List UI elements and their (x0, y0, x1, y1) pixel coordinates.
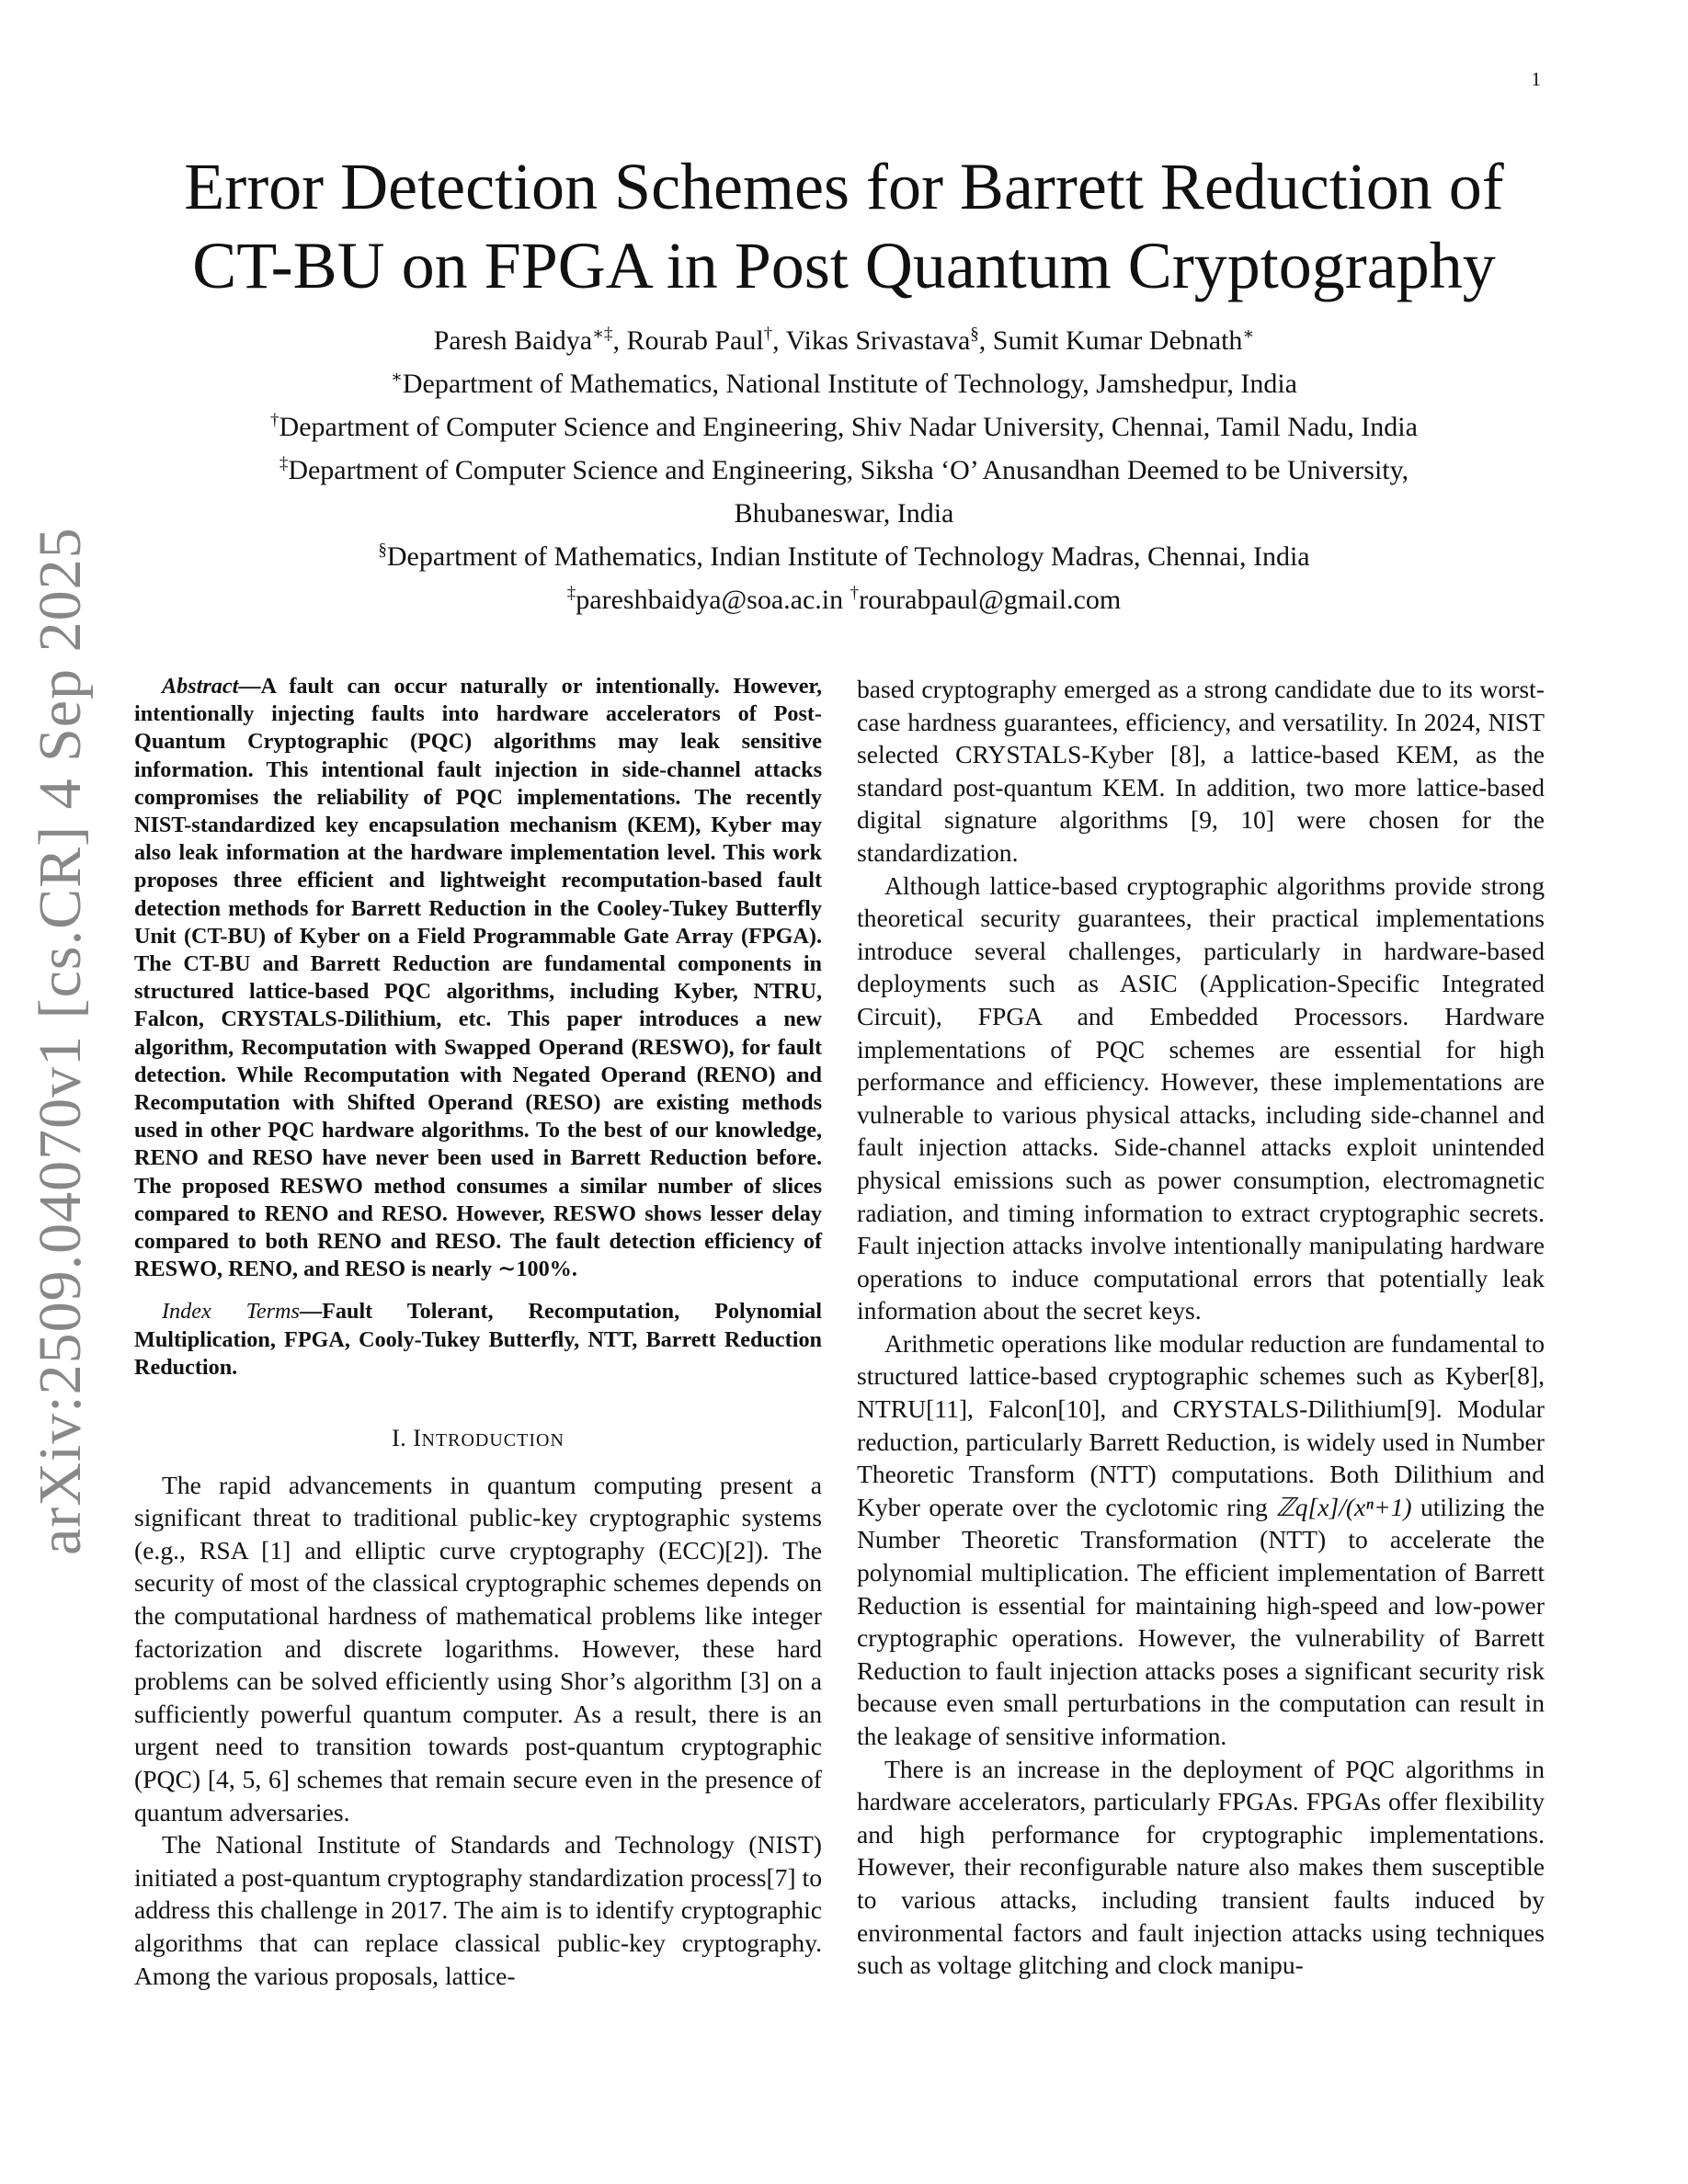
author-name: Rourab Paul (626, 325, 764, 356)
cyclotomic-ring-formula: ℤq[x]/(xⁿ+1) (1276, 1492, 1412, 1521)
paragraph-text: utilizing the Number Theoretic Transformation (NTT) to accelerate the polynomial multiplication. The efficient implementation of Barrett Reduction is essential for maintaining high-speed and low-power cryptographic operations. However, the vulnerability of Barrett Reduction to fault injection attacks poses a significant security risk because even small perturbations in the computation can result in the leakage of sensitive information. (857, 1492, 1545, 1750)
paper-title (110, 147, 1578, 305)
author-mark: † (763, 324, 773, 344)
intro-paragraph-5: There is an increase in the deployment of PQC algorithms in hardware accelerators, particularly FPGAs. FPGAs offer flexibility and high performance for cryptographic implementations. However, their reconfigurable nature also makes them susceptible to various attacks, including transient faults induced by environmental factors and fault injection attacks using techniques such as voltage glitching and clock manipu- (857, 1754, 1545, 1980)
email-mark: † (850, 584, 860, 603)
author-name: Vikas Srivastava (785, 325, 971, 356)
author-name: Sumit Kumar Debnath (992, 325, 1243, 356)
author-mark: ∗ (1242, 324, 1255, 344)
author-name: Paresh Baidya (433, 325, 593, 356)
author-separator: , (772, 325, 786, 356)
index-terms-label: Index Terms (162, 1299, 300, 1325)
author-mark: § (970, 324, 979, 344)
title-line-1: Error Detection Schemes for Barrett Reduction of (184, 150, 1504, 223)
abstract (134, 673, 822, 1283)
email-mark: ‡ (566, 584, 576, 603)
author-names (110, 316, 1578, 359)
left-column (134, 673, 822, 1992)
affiliation-mark: ‡ (279, 454, 289, 473)
intro-paragraph-1: The rapid advancements in quantum computing present a significant threat to traditional public-key cryptographic systems (e.g., RSA [1] and elliptic curve cryptography (ECC)[2]). The security of most of the classical cryptographic schemes depends on the computational hardness of mathematical problems like integer factorization and discrete logarithms. However, these hard problems can be solved efficiently using Shor’s algorithm [3] on a sufficiently powerful quantum computer. As a result, there is an urgent need to transition towards post-quantum cryptographic (PQC) [4, 5, 6] schemes that remain secure even in the presence of quantum adversaries. (134, 1470, 822, 1826)
author-block (110, 316, 1578, 619)
affiliation-text: Department of Mathematics, National Institute of Technology, Jamshedpur, India (402, 369, 1298, 399)
affiliation-text: Department of Computer Science and Engineering, Shiv Nadar University, Chennai, Tamil Nadu, India (279, 412, 1418, 442)
index-terms-text: Fault Tolerant, Recomputation, Polynomial Multiplication, FPGA, Cooly-Tukey Butterfly, NTT, Barrett Reduction Reduction. (134, 1299, 822, 1380)
abstract-label: Abstract (162, 674, 239, 699)
email-address: pareshbaidya@soa.ac.in (576, 585, 844, 615)
author-mark: ∗‡ (592, 324, 613, 344)
affiliation-mark: ∗ (390, 368, 403, 387)
intro-paragraph-continued: based cryptography emerged as a strong candidate due to its worst-case hardness guarantees, efficiency, and versatility. In 2024, NIST selected CRYSTALS-Kyber [8], a lattice-based KEM, as the standard post-quantum KEM. In addition, two more lattice-based digital signature algorithms [9, 10] were chosen for the standardization. (857, 675, 1545, 867)
email-address: rourabpaul@gmail.com (859, 585, 1122, 615)
affiliation (110, 446, 1578, 489)
affiliation-text: Department of Computer Science and Engineering, Siksha ‘O’ Anusandhan Deemed to be University, (288, 455, 1409, 485)
affiliation-text: Department of Mathematics, Indian Institute of Technology Madras, Chennai, India (386, 541, 1310, 572)
affiliation-text: Bhubaneswar, India (734, 498, 954, 529)
affiliation (110, 489, 1578, 532)
affiliation-mark: † (270, 411, 279, 430)
section-title-rest: NTRODUCTION (421, 1430, 565, 1451)
section-numeral: I. (392, 1425, 414, 1452)
page-number: 1 (1531, 68, 1541, 90)
affiliation (110, 403, 1578, 446)
intro-paragraph-4 (857, 1327, 1545, 1753)
affiliation (110, 532, 1578, 575)
section-heading-introduction (134, 1422, 822, 1458)
section-title-initial: I (413, 1425, 422, 1452)
intro-paragraph-3: Although lattice-based cryptographic algorithms provide strong theoretical security guarantees, their practical implementations introduce several challenges, particularly in hardware-based deployments such as ASIC (Application-Specific Integrated Circuit), FPGA and Embedded Processors. Hardware implementations of PQC schemes are essential for high performance and efficiency. However, these implementations are vulnerable to various physical attacks, including side-channel and fault injection attacks. Side-channel attacks exploit unintended physical emissions such as power consumption, electromagnetic radiation, and timing information to extract cryptographic secrets. Fault injection attacks involve intentionally manipulating hardware operations to induce computational errors that potentially leak information about the secret keys. (857, 870, 1545, 1325)
author-separator: , (978, 325, 993, 356)
index-terms-dash: — (299, 1299, 323, 1325)
affiliation-mark: § (378, 540, 387, 560)
title-line-2: CT-BU on FPGA in Post Quantum Cryptography (192, 229, 1496, 302)
right-column (857, 673, 1545, 1982)
arxiv-stamp: arXiv:2509.04070v1 [cs.CR] 4 Sep 2025 (27, 527, 94, 1555)
abstract-dash: — (238, 674, 261, 699)
affiliation (110, 359, 1578, 403)
author-separator: , (612, 325, 627, 356)
abstract-text: A fault can occur naturally or intentionally. However, intentionally injecting faults into hardware accelerators of Post-Quantum Cryptographic (PQC) algorithms may leak sensitive information. This intentional fault injection in side-channel attacks compromises the reliability of PQC implementations. The recently NIST-standardized key encapsulation mechanism (KEM), Kyber may also leak information at the hardware implementation level. This work proposes three efficient and lightweight recomputation-based fault detection methods for Barrett Reduction in the Cooley-Tukey Butterfly Unit (CT-BU) of Kyber on a Field Programmable Gate Array (FPGA). The CT-BU and Barrett Reduction are fundamental components in structured lattice-based PQC algorithms, including Kyber, NTRU, Falcon, CRYSTALS-Dilithium, etc. This paper introduces a new algorithm, Recomputation with Swapped Operand (RESWO), for fault detection. While Recomputation with Negated Operand (RENO) and Recomputation with Shifted Operand (RESO) are existing methods used in other PQC hardware algorithms. To the best of our knowledge, RENO and RESO have never been used in Barrett Reduction before. The proposed RESWO method consumes a similar number of slices compared to RENO and RESO. However, RESWO shows lesser delay compared to both RENO and RESO. The fault detection efficiency of RESWO, RENO, and RESO is nearly ∼100%. (134, 674, 822, 1282)
intro-paragraph-2: The National Institute of Standards and Technology (NIST) initiated a post-quantum cryptography standardization process[7] to address this challenge in 2017. The aim is to identify cryptographic algorithms that can replace classical public-key cryptography. Among the various proposals, lattice- (134, 1830, 822, 1990)
paragraph-text: Arithmetic operations like modular reduction are fundamental to structured lattice-based cryptographic schemes such as Kyber[8], NTRU[11], Falcon[10], and CRYSTALS-Dilithium[9]. Modular reduction, particularly Barrett Reduction, is widely used in Number Theoretic Transform (NTT) computations. Both Dilithium and Kyber operate over the cyclotomic ring (857, 1328, 1545, 1521)
index-terms (134, 1298, 822, 1382)
author-emails (110, 575, 1578, 619)
